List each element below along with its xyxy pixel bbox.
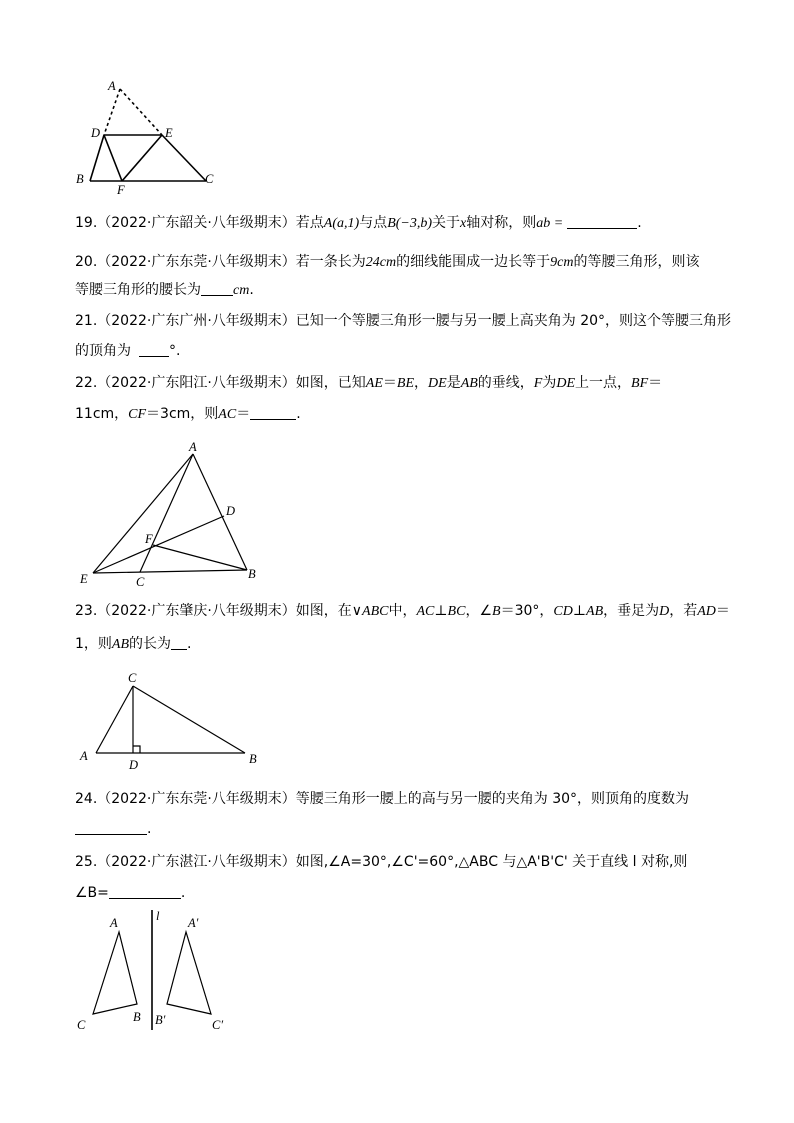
label-D: D [91, 126, 101, 140]
answer-blank [201, 281, 233, 296]
label-q23-C: C [128, 671, 137, 685]
label-B: B [76, 172, 84, 186]
question-23-line-2: 1，则AB的长为 . [75, 636, 192, 652]
question-19: 19.（2022·广东韶关·八年级期末）若点A(a,1)与点B(−3,b)关于x轴对称，则ab = . [75, 215, 642, 231]
question-24-line-2: . [75, 820, 151, 838]
label-q23-D: D [129, 758, 139, 772]
label-q22-A: A [189, 440, 197, 454]
label-C: C [205, 172, 214, 186]
answer-blank [75, 820, 147, 835]
answer-blank [250, 405, 296, 420]
answer-blank [109, 884, 181, 899]
label-q22-C: C [136, 575, 145, 589]
answer-blank [567, 214, 637, 229]
question-24: 24.（2022·广东东莞·八年级期末）等腰三角形一腰上的高与另一腰的夹角为 30°，则顶角的度数为 [75, 791, 690, 807]
label-E: E [165, 126, 173, 140]
label-q22-E: E [80, 572, 88, 586]
question-22-line-2: 11cm，CF＝3cm，则AC＝ . [75, 406, 301, 422]
label-q22-B: B [248, 567, 256, 581]
label-F: F [117, 183, 125, 197]
figure-q22 [93, 454, 247, 573]
question-20-line-2: 等腰三角形的腰长为 cm. [75, 282, 254, 298]
label-q25-A: A [110, 916, 118, 930]
label-q25-B: B [133, 1010, 141, 1024]
label-q25-C: C [77, 1018, 86, 1032]
question-21-line-2: 的顶角为 °. [75, 343, 181, 359]
label-q23-B: B [249, 752, 257, 766]
label-q23-A: A [80, 749, 88, 763]
question-22: 22.（2022·广东阳江·八年级期末）如图，已知AE＝BE，DE是AB的垂线，F为DE上一点，BF＝ [75, 375, 663, 391]
label-A: A [108, 79, 116, 93]
question-25: 25.（2022·广东湛江·八年级期末）如图,∠A=30°,∠C'=60°,△ABC 与△A'B'C' 关于直线 l 对称,则 [75, 854, 688, 870]
answer-blank [139, 342, 169, 357]
question-23: 23.（2022·广东肇庆·八年级期末）如图，在∨ABC中，AC⊥BC，∠B＝30°，CD⊥AB，垂足为D，若AD＝ [75, 603, 730, 619]
question-21: 21.（2022·广东广州·八年级期末）已知一个等腰三角形一腰与另一腰上高夹角为 20°，则这个等腰三角形 [75, 313, 732, 329]
label-q25-A-prime: A′ [188, 916, 199, 930]
question-25-line-2: ∠B= . [75, 885, 186, 901]
label-q25-C-prime: C′ [212, 1018, 224, 1032]
figure-q23 [96, 686, 245, 753]
label-q22-F: F [145, 532, 153, 546]
question-20: 20.（2022·广东东莞·八年级期末）若一条长为24cm的细线能围成一边长等于9cm的等腰三角形，则该 [75, 254, 700, 270]
label-q25-B-prime: B′ [155, 1013, 166, 1027]
label-q25-l: l [156, 909, 160, 923]
answer-blank [171, 635, 187, 650]
label-q22-D: D [226, 504, 236, 518]
